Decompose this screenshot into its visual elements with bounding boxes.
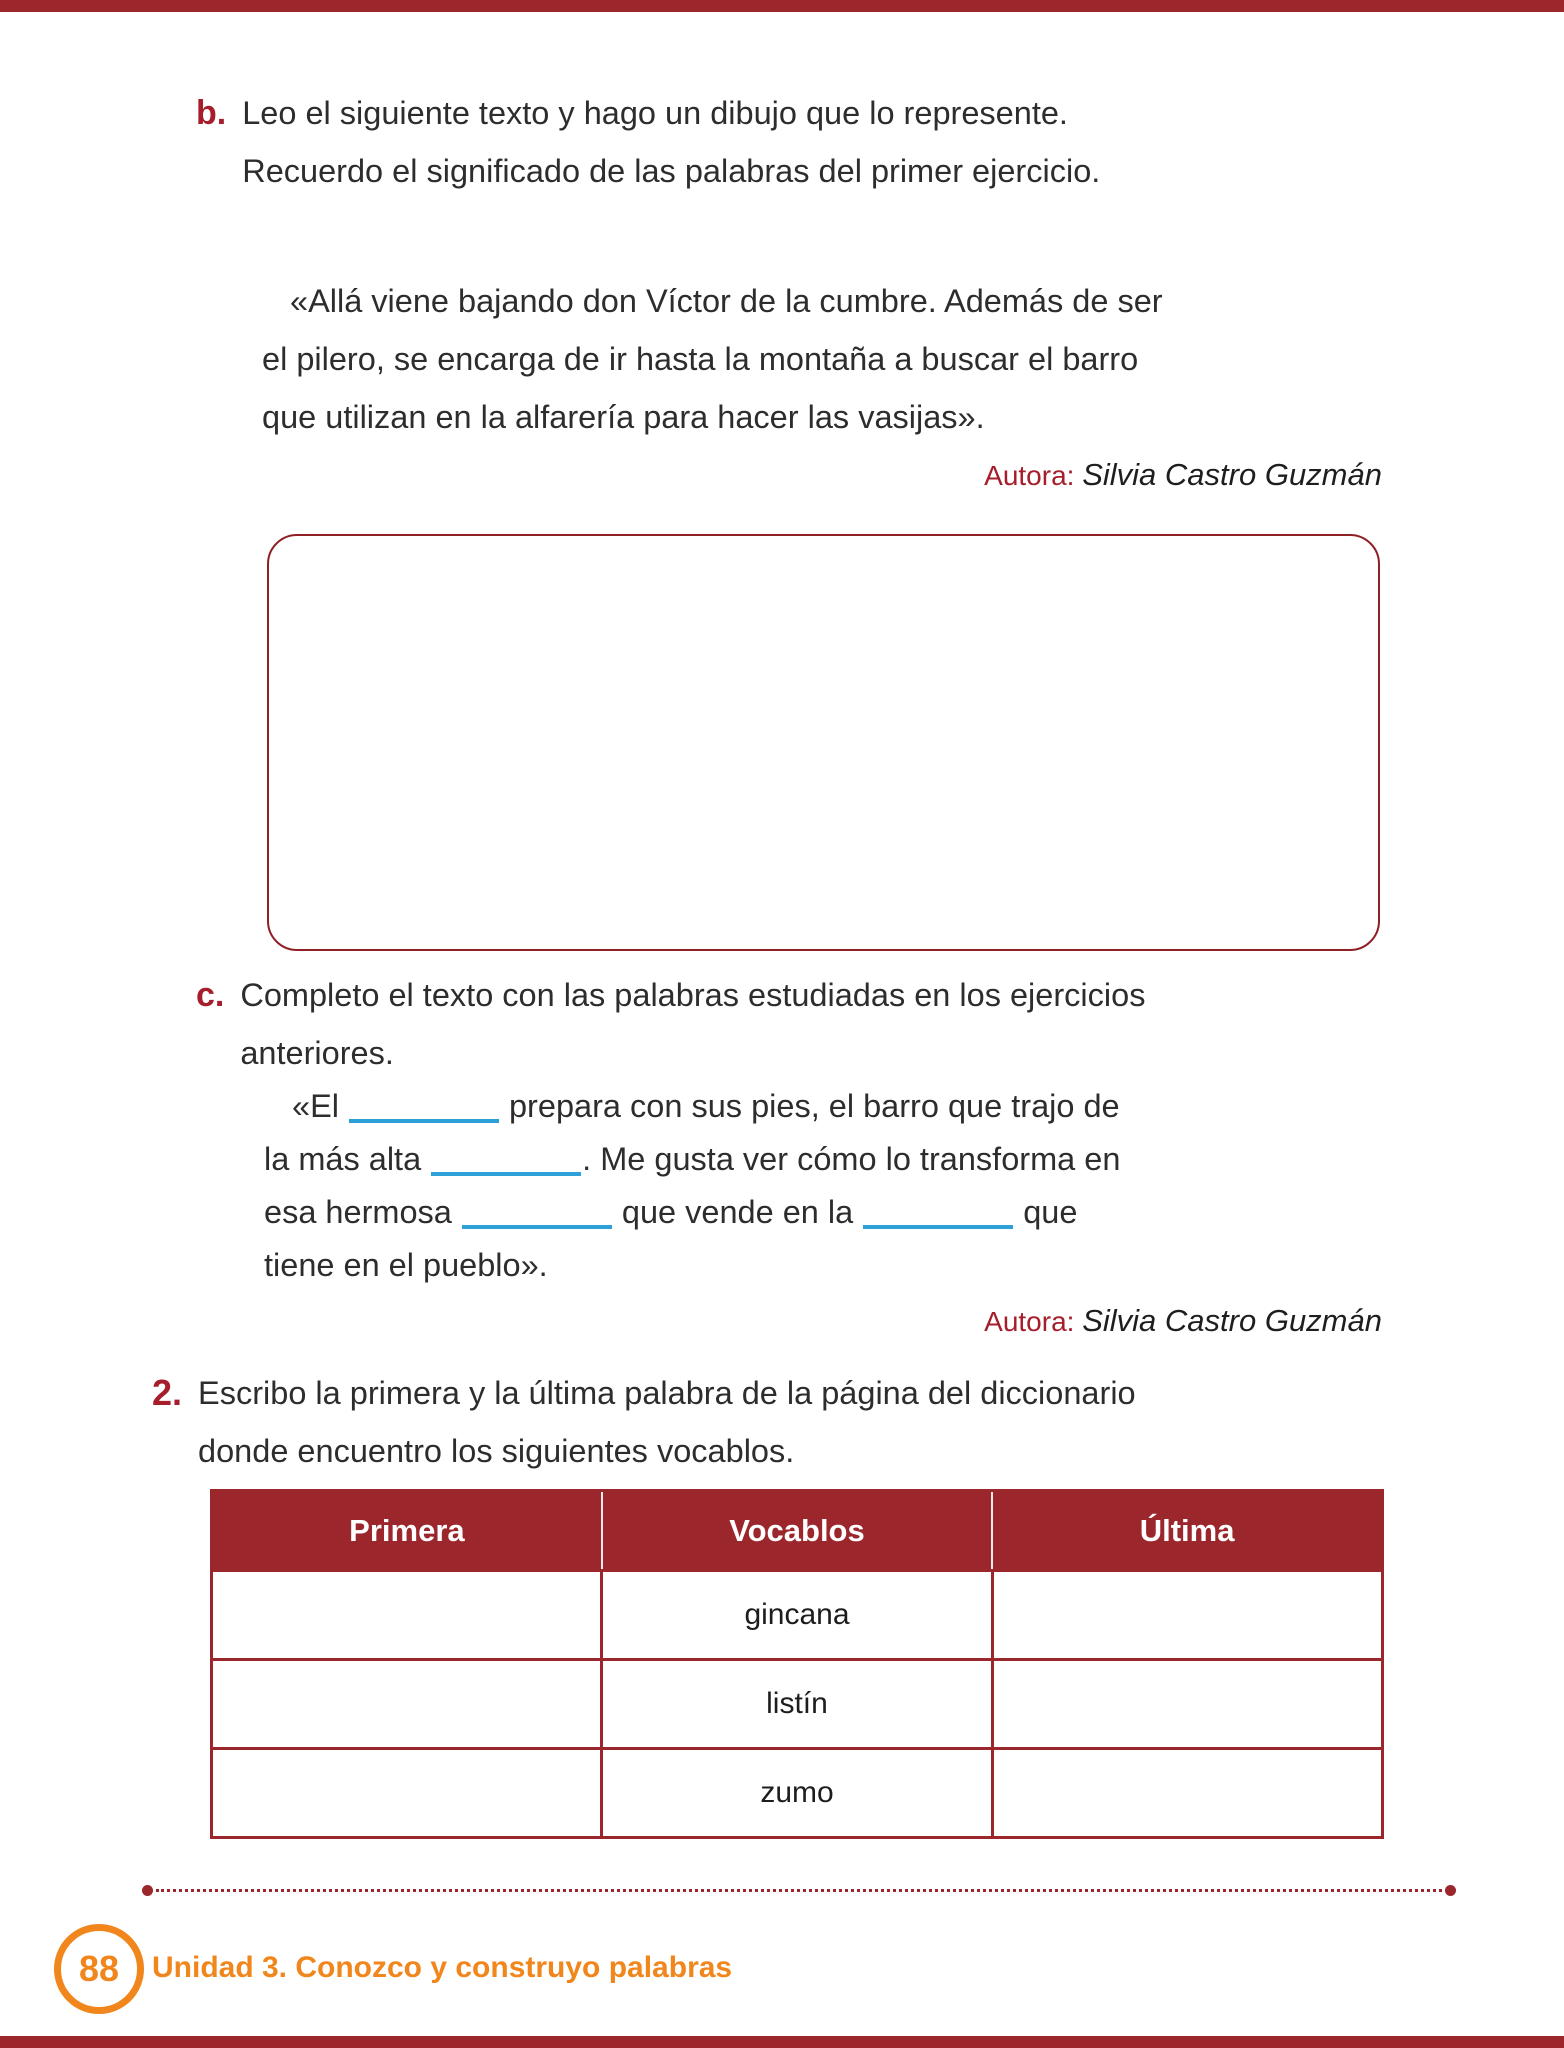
fill-line-3-post: que	[1023, 1194, 1078, 1230]
item-2-line-1: Escribo la primera y la última palabra de la página del diccionario	[198, 1375, 1136, 1411]
divider-right-dot-icon	[1445, 1885, 1456, 1896]
author-name: Silvia Castro Guzmán	[1082, 1303, 1382, 1338]
cell-ultima-2[interactable]	[992, 1660, 1382, 1749]
cell-vocablo-3: zumo	[602, 1749, 992, 1838]
item-2-marker: 2.	[152, 1372, 183, 1413]
unit-title: Unidad 3. Conozco y construyo palabras	[152, 1951, 733, 1984]
item-b-line-2: Recuerdo el significado de las palabras del primer ejercicio.	[242, 153, 1101, 189]
cell-primera-2[interactable]	[212, 1660, 602, 1749]
table-row	[212, 1571, 1383, 1660]
table-row	[212, 1749, 1383, 1838]
cell-vocablo-1: gincana	[602, 1571, 992, 1660]
reading-quote	[262, 272, 1382, 499]
fill-line-1-post: prepara con sus pies, el barro que trajo de	[508, 1088, 1120, 1124]
fill-line-1	[264, 1080, 1382, 1133]
item-b-marker: b.	[196, 94, 227, 132]
divider-left-dot-icon	[142, 1885, 153, 1896]
item-c-text	[240, 966, 1145, 1082]
item-b	[196, 84, 1100, 200]
quote-line-3: que utilizan en la alfarería para hacer las vasijas».	[262, 399, 985, 435]
cell-ultima-1[interactable]	[992, 1571, 1382, 1660]
fill-line-3	[264, 1186, 1382, 1239]
author-label: Autora:	[984, 1306, 1075, 1337]
item-c-line-2: anteriores.	[240, 1035, 394, 1071]
fill-line-1-pre: «El	[292, 1088, 339, 1124]
fill-paragraph	[264, 1080, 1382, 1345]
fill-blank-2[interactable]	[431, 1166, 581, 1176]
item-b-text	[242, 84, 1100, 200]
fill-line-3-mid: que vende en la	[621, 1194, 854, 1230]
fill-line-2-pre: la más alta	[264, 1141, 422, 1177]
author-label: Autora:	[984, 460, 1075, 491]
item-2-text	[198, 1364, 1136, 1480]
bottom-border-bar	[0, 2036, 1564, 2048]
header-primera: Primera	[212, 1491, 602, 1571]
table-header-row	[212, 1491, 1383, 1571]
fill-author	[264, 1298, 1382, 1345]
item-2-line-2: donde encuentro los siguientes vocablos.	[198, 1433, 795, 1469]
top-border-bar	[0, 0, 1564, 12]
item-c-marker: c.	[196, 976, 225, 1014]
cell-ultima-3[interactable]	[992, 1749, 1382, 1838]
fill-line-2-post: . Me gusta ver cómo lo transforma en	[582, 1141, 1121, 1177]
dictionary-table	[210, 1489, 1384, 1839]
page-number-badge	[54, 1924, 144, 2014]
fill-line-2	[264, 1133, 1382, 1186]
author-name: Silvia Castro Guzmán	[1082, 457, 1382, 492]
footer-dotted-divider	[142, 1884, 1456, 1896]
quote-line-1: «Allá viene bajando don Víctor de la cumbre. Además de ser	[290, 283, 1163, 319]
quote-author	[262, 452, 1382, 499]
drawing-box[interactable]	[267, 534, 1380, 951]
fill-line-4: tiene en el pueblo».	[264, 1247, 548, 1283]
fill-blank-1[interactable]	[349, 1113, 499, 1123]
cell-primera-1[interactable]	[212, 1571, 602, 1660]
cell-primera-3[interactable]	[212, 1749, 602, 1838]
header-ultima: Última	[992, 1491, 1382, 1571]
page-number: 88	[78, 1948, 120, 1989]
cell-vocablo-2: listín	[602, 1660, 992, 1749]
quote-line-2: el pilero, se encarga de ir hasta la montaña a buscar el barro	[262, 341, 1139, 377]
item-b-line-1: Leo el siguiente texto y hago un dibujo que lo represente.	[242, 95, 1068, 131]
divider-dotted-line	[156, 1889, 1442, 1892]
fill-blank-4[interactable]	[863, 1219, 1013, 1229]
table-row	[212, 1660, 1383, 1749]
fill-line-3-pre: esa hermosa	[264, 1194, 452, 1230]
item-c-line-1: Completo el texto con las palabras estudiadas en los ejercicios	[240, 977, 1146, 1013]
item-c	[196, 966, 1145, 1082]
item-2	[152, 1364, 1136, 1480]
fill-blank-3[interactable]	[462, 1219, 612, 1229]
header-vocablos: Vocablos	[602, 1491, 992, 1571]
